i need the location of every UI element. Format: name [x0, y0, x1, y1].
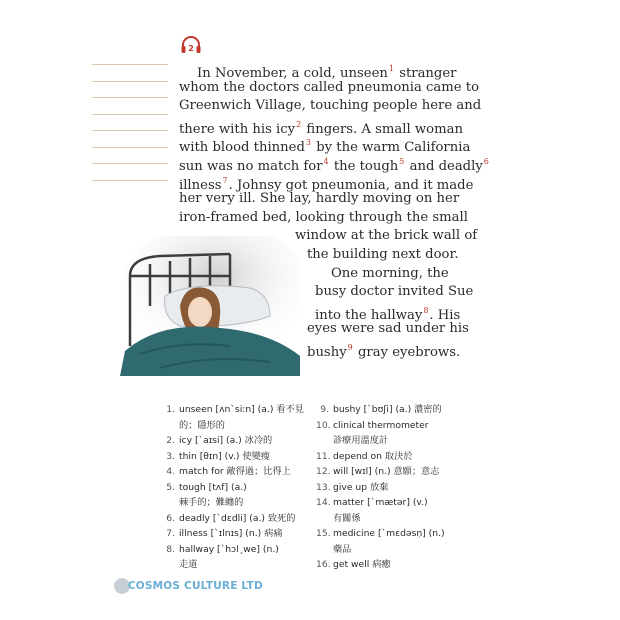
- glossary-text: hallway [ˋhɔlˏwe] (n.): [179, 543, 279, 555]
- glossary-number: 12.: [316, 466, 331, 477]
- story-line: [179, 79, 480, 98]
- note-line: [92, 97, 168, 98]
- story-line: [179, 153, 489, 174]
- story-text-run: with blood thinned: [179, 140, 305, 156]
- glossary-number: 15.: [316, 528, 331, 539]
- glossary-text: 藥品: [333, 543, 352, 555]
- glossary-entry: [316, 495, 445, 511]
- footnote-marker: 1: [388, 64, 394, 73]
- story-text-run: the tough: [329, 158, 399, 174]
- glossary-text: matter [ˋmætər] (v.): [333, 497, 428, 508]
- story-text-run: whom the doctors called pneumonia came to: [179, 79, 480, 95]
- glossary-number: 14.: [316, 497, 331, 508]
- glossary-text: depend on 取決於: [333, 450, 413, 462]
- glossary-text: 診療用溫度計: [333, 435, 389, 446]
- glossary-text: medicine [ˋmɛdəsṇ] (n.): [333, 528, 445, 539]
- story-text-run: fingers. A small woman: [302, 121, 463, 137]
- glossary-entry: [316, 418, 445, 434]
- glossary-number: 8.: [166, 543, 175, 555]
- glossary-entry: [316, 480, 445, 496]
- note-line: [92, 147, 168, 148]
- glossary-left-column: [162, 402, 304, 573]
- story-text-run: stranger: [395, 66, 457, 81]
- glossary-text: get well 病癒: [333, 559, 391, 570]
- footnote-marker: 6: [483, 156, 489, 166]
- story-text-run: into the hallway: [315, 307, 423, 323]
- glossary-number: 11.: [316, 450, 331, 462]
- story-line: [179, 209, 469, 228]
- story-text-run: eyes were sad under his: [307, 321, 469, 337]
- headphones-icon: [180, 36, 202, 54]
- glossary-entry: [316, 449, 445, 465]
- story-text-run: busy doctor invited Sue: [315, 284, 474, 300]
- glossary-text: illness [ˋɪlnɪs] (n.) 病痛: [179, 528, 283, 539]
- glossary-entry: [316, 433, 445, 449]
- glossary-entry: [162, 480, 304, 496]
- glossary-entry: [316, 542, 445, 558]
- publisher-name: COSMOS CULTURE LTD: [127, 580, 263, 592]
- glossary-entry: [162, 449, 304, 465]
- story-text-run: In November, a cold, unseen: [197, 66, 388, 81]
- glossary-text: 有關係: [333, 512, 361, 524]
- glossary-entry: [162, 511, 304, 527]
- glossary-entry: [316, 511, 445, 527]
- glossary-entry: [162, 464, 304, 480]
- glossary-number: 7.: [166, 528, 175, 539]
- footnote-marker: 8: [423, 305, 429, 315]
- story-line: [179, 172, 474, 193]
- glossary-entry: [162, 495, 304, 511]
- story-text-run: bushy: [307, 344, 347, 360]
- glossary-text: icy [ˋaɪsi] (a.) 冰冷的: [179, 435, 273, 446]
- glossary-number: 3.: [166, 450, 175, 462]
- note-line: [92, 130, 168, 131]
- note-line: [92, 114, 168, 115]
- glossary-text: will [wɪl] (n.) 意願；意志: [333, 466, 440, 477]
- glossary-number: 9.: [320, 404, 329, 415]
- glossary-text: 的；隱形的: [179, 419, 225, 431]
- story-line: [179, 60, 469, 79]
- glossary-number: 10.: [316, 419, 331, 431]
- note-line: [92, 64, 168, 65]
- glossary-entry: [316, 464, 445, 480]
- story-line: [179, 134, 471, 156]
- note-line: [92, 163, 168, 164]
- story-text-run: there with his icy: [179, 121, 296, 137]
- story-text-run: window at the brick wall of: [295, 228, 478, 244]
- illustration-sick-girl-in-bed: [120, 236, 300, 376]
- glossary-number: 4.: [166, 466, 175, 477]
- story-text-run: sun was no match for: [179, 158, 323, 174]
- glossary-entry: [162, 418, 304, 434]
- glossary-number: 16.: [316, 559, 331, 570]
- glossary-number: 1.: [166, 404, 175, 415]
- note-line: [92, 81, 168, 82]
- footnote-marker: 7: [222, 175, 228, 185]
- audio-track-badge[interactable]: [180, 36, 202, 54]
- glossary-entry: [316, 526, 445, 542]
- note-lines: [92, 64, 168, 196]
- story-text-run: . His: [429, 307, 461, 323]
- glossary-entry: [162, 557, 304, 573]
- glossary-text: match for 敵得過；比得上: [179, 466, 291, 477]
- glossary-text: bushy [ˋbʊʃi] (a.) 濃密的: [333, 404, 442, 415]
- footnote-marker: 5: [399, 156, 405, 166]
- story-text-run: by the warm California: [312, 140, 471, 156]
- story-text-run: iron-framed bed, looking through the small: [179, 209, 468, 225]
- footnote-marker: 9: [347, 342, 353, 352]
- glossary-entry: [162, 402, 304, 418]
- story-text-run: illness: [179, 177, 222, 193]
- glossary-number: 5.: [166, 481, 175, 493]
- story-text-run: the building next door.: [307, 246, 459, 262]
- story-text-run: One morning, the: [331, 265, 449, 281]
- glossary-text: clinical thermometer: [333, 419, 429, 431]
- track-number: 2: [188, 44, 194, 53]
- story-text-run: and deadly: [405, 158, 483, 174]
- story-line: [179, 190, 469, 209]
- story-line: [179, 116, 469, 135]
- glossary-text: 走道: [179, 559, 198, 570]
- footnote-marker: 2: [296, 119, 302, 129]
- glossary-text: 棘手的；難纏的: [179, 497, 244, 508]
- glossary-entry: [162, 433, 304, 449]
- glossary-number: 6.: [166, 512, 175, 524]
- glossary-entry: [316, 557, 445, 573]
- story-text-run: gray eyebrows.: [353, 344, 461, 360]
- glossary-text: unseen [ʌnˋsiːn] (a.) 看不見: [179, 404, 304, 415]
- footnote-marker: 3: [305, 138, 311, 148]
- glossary-entry: [316, 402, 445, 418]
- glossary-number: 13.: [316, 481, 331, 493]
- story-line: [179, 97, 482, 116]
- glossary-text: deadly [ˋdɛdli] (a.) 致死的: [179, 512, 296, 524]
- publisher-credit: [114, 578, 263, 594]
- story-text-run: . Johnsy got pneumonia, and it made: [228, 177, 474, 193]
- glossary-text: give up 放棄: [333, 481, 389, 493]
- note-line: [92, 180, 168, 181]
- glossary-entry: [162, 526, 304, 542]
- glossary-right-column: [316, 402, 445, 573]
- glossary-entry: [162, 542, 304, 558]
- glossary-number: 2.: [166, 435, 175, 446]
- glossary-text: tough [tʌf] (a.): [179, 481, 247, 493]
- glossary-text: thin [θɪn] (v.) 使變瘦: [179, 450, 270, 462]
- story-text-run: her very ill. She lay, hardly moving on her: [179, 191, 460, 207]
- footnote-marker: 4: [323, 156, 329, 166]
- story-text-run: Greenwich Village, touching people here and: [179, 98, 482, 114]
